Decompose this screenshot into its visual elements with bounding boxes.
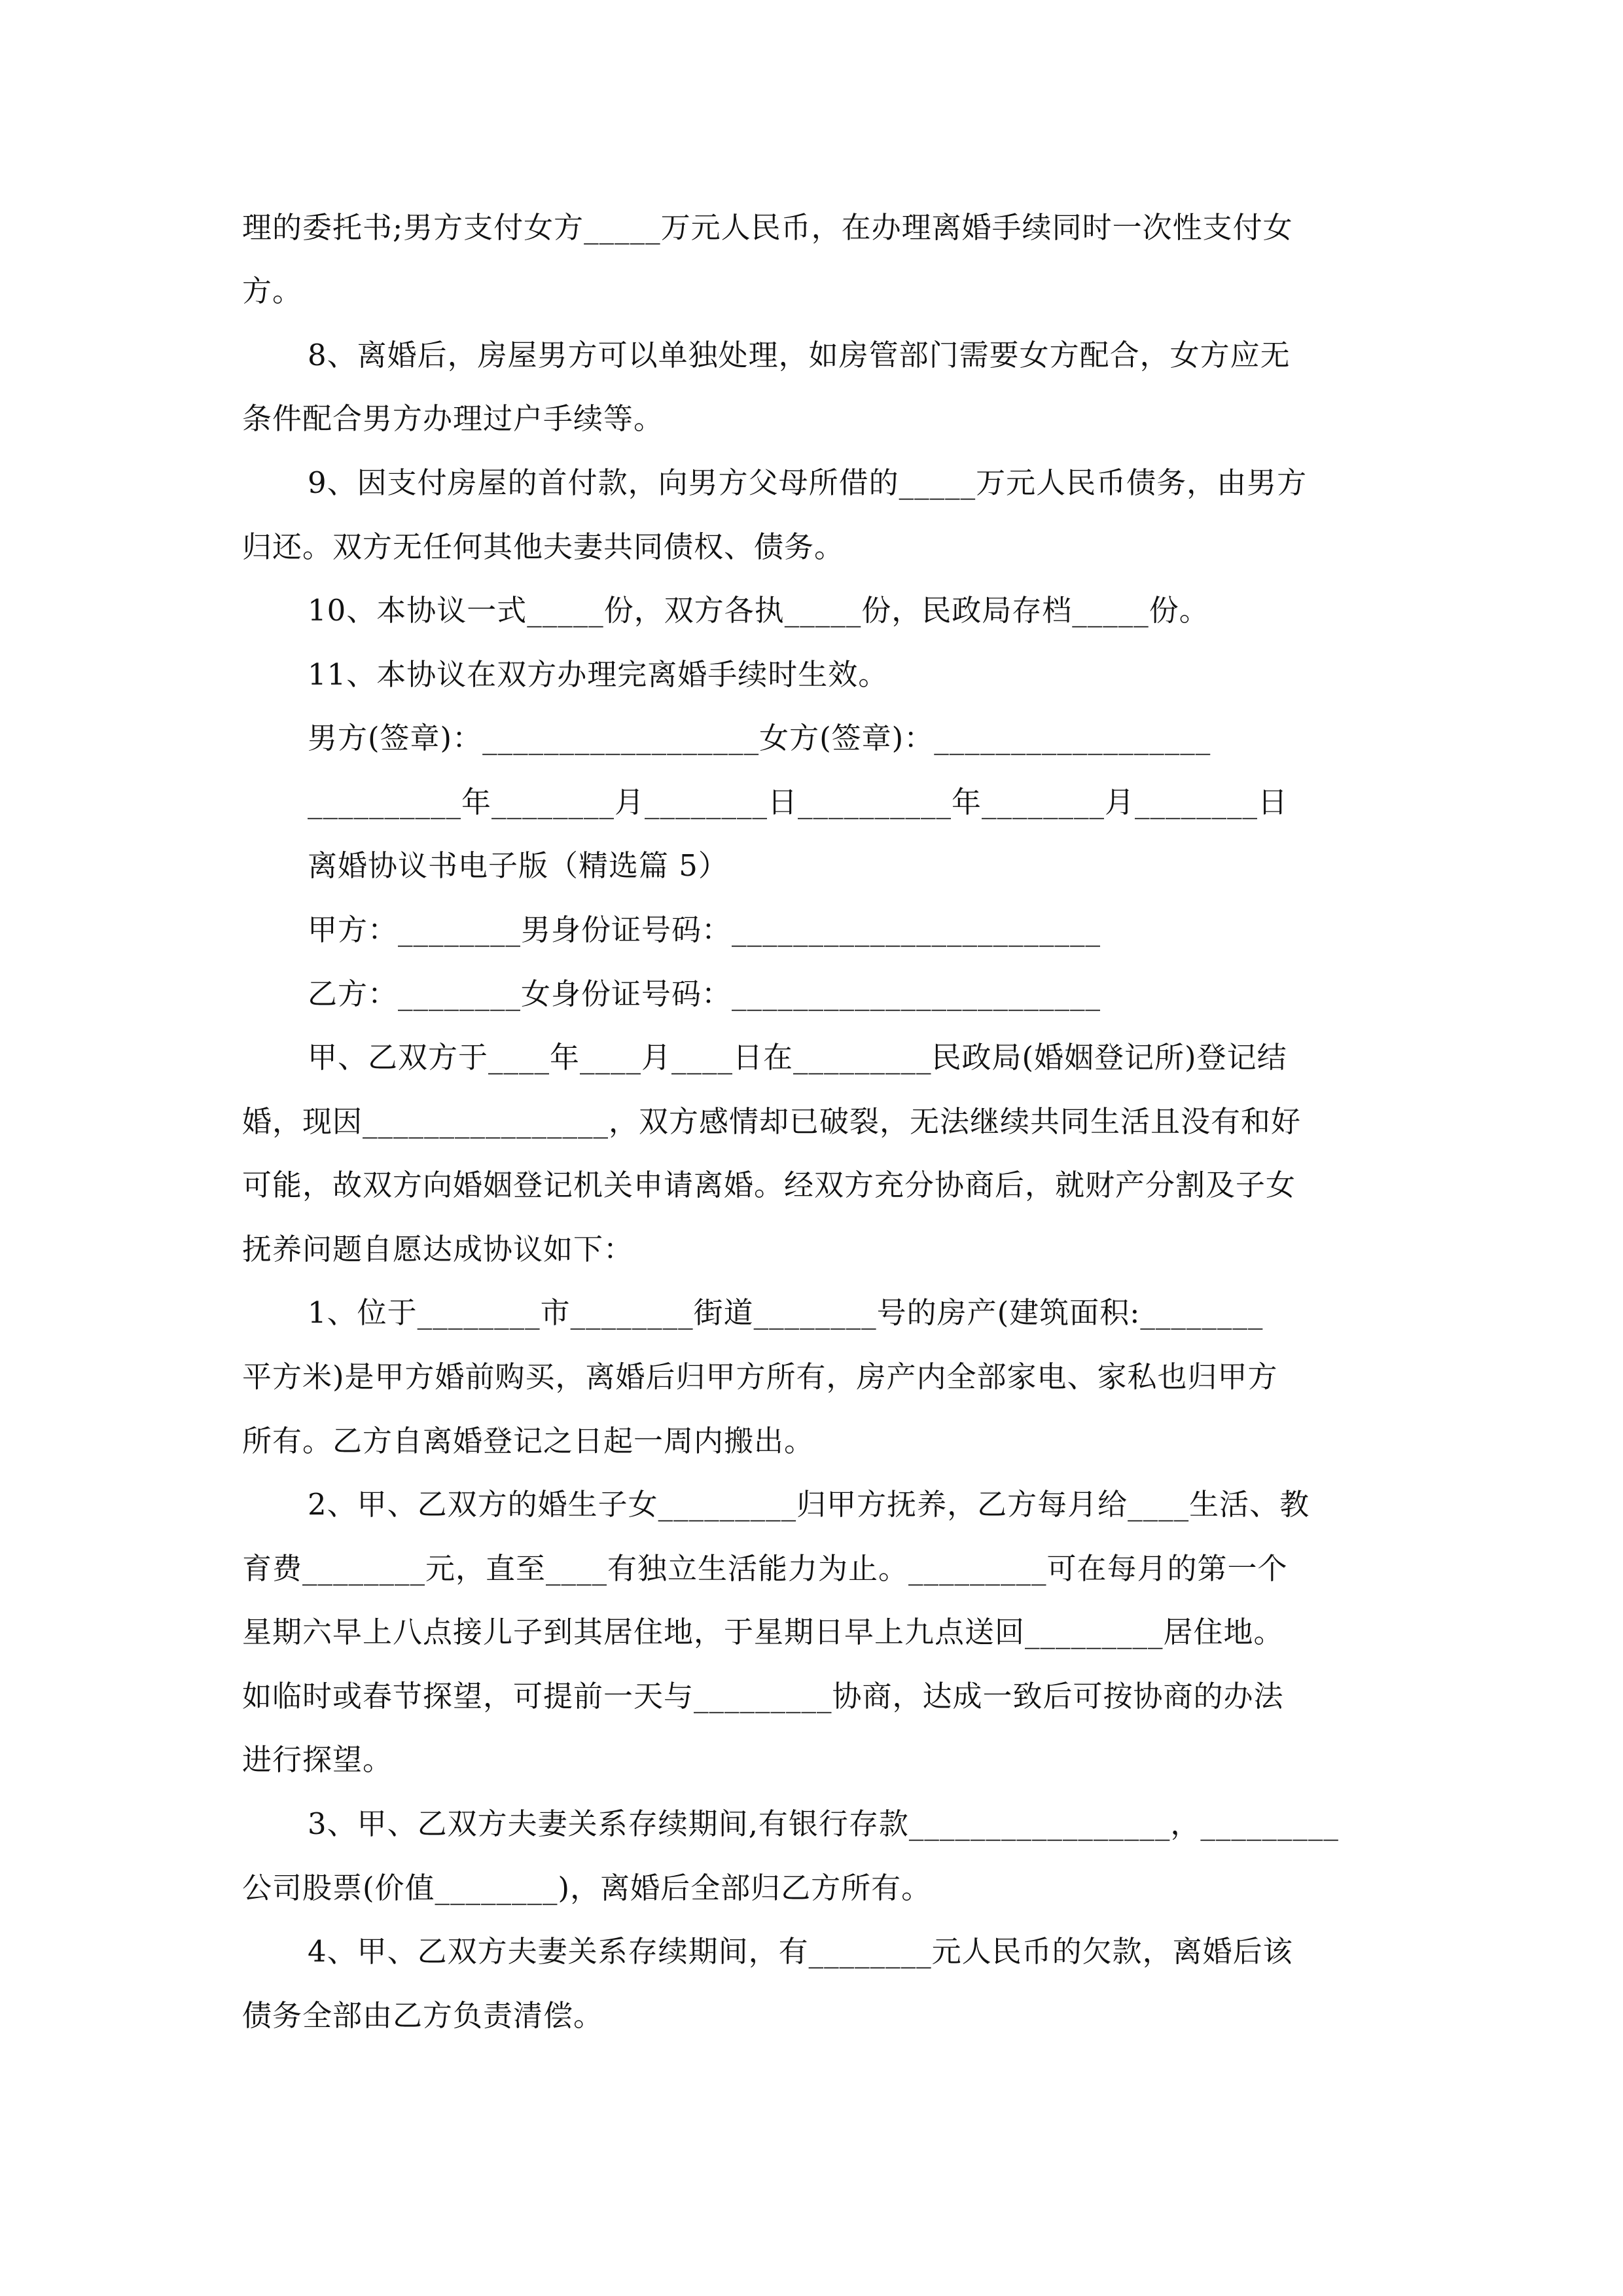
text-line: 4、甲、乙双方夫妻关系存续期间，有________元人民币的欠款，离婚后该 [308, 1934, 1293, 1969]
text-line: 理的委托书;男方支付女方_____万元人民币，在办理离婚手续同时一次性支付女 [242, 210, 1293, 245]
text-line: 如临时或春节探望，可提前一天与_________协商，达成一致后可按协商的办法 [242, 1679, 1284, 1713]
text-line: 育费________元，直至____有独立生活能力为止。_________可在每月的第一个 [242, 1551, 1288, 1586]
text-line: 8、离婚后，房屋男方可以单独处理，如房管部门需要女方配合，女方应无 [308, 338, 1291, 372]
text-line: 9、因支付房屋的首付款，向男方父母所借的_____万元人民币债务，由男方 [308, 465, 1308, 500]
section-title: 离婚协议书电子版（精选篇 5） [308, 848, 728, 883]
text-line: 方。 [242, 274, 303, 308]
text-line: 1、位于________市________街道________号的房产(建筑面积:________ [308, 1295, 1264, 1330]
text-line: 婚，现因________________，双方感情却已破裂，无法继续共同生活且没有和好 [242, 1104, 1302, 1139]
text-line: 星期六早上八点接儿子到其居住地，于星期日早上九点送回_________居住地。 [242, 1615, 1284, 1649]
party-a-line: 甲方：________男身份证号码：________________________ [308, 912, 1101, 947]
date-line: __________年________月________日__________年________月________日 [308, 785, 1289, 819]
text-line: 进行探望。 [242, 1742, 393, 1777]
text-line: 平方米)是甲方婚前购买，离婚后归甲方所有，房产内全部家电、家私也归甲方 [242, 1359, 1278, 1394]
signature-line: 男方(签章)：__________________女方(签章)：__________________ [308, 721, 1211, 755]
text-line: 可能，故双方向婚姻登记机关申请离婚。经双方充分协商后，就财产分割及子女 [242, 1168, 1296, 1202]
text-line: 11、本协议在双方办理完离婚手续时生效。 [308, 657, 889, 692]
text-line: 所有。乙方自离婚登记之日起一周内搬出。 [242, 1424, 815, 1458]
party-b-line: 乙方：________女身份证号码：________________________ [308, 977, 1101, 1011]
text-line: 甲、乙双方于____年____月____日在_________民政局(婚姻登记所)登记结 [308, 1040, 1287, 1075]
text-line: 2、甲、乙双方的婚生子女_________归甲方抚养，乙方每月给____生活、教 [308, 1487, 1310, 1522]
text-line: 抚养问题自愿达成协议如下： [242, 1232, 634, 1266]
text-line: 归还。双方无任何其他夫妻共同债权、债务。 [242, 529, 845, 564]
text-line: 条件配合男方办理过户手续等。 [242, 401, 664, 436]
text-line: 10、本协议一式_____份，双方各执_____份，民政局存档_____份。 [308, 593, 1209, 628]
text-line: 3、甲、乙双方夫妻关系存续期间,有银行存款_________________，_________ [308, 1806, 1339, 1841]
text-line: 债务全部由乙方负责清偿。 [242, 1998, 604, 2033]
text-line: 公司股票(价值________)，离婚后全部归乙方所有。 [242, 1871, 932, 1905]
